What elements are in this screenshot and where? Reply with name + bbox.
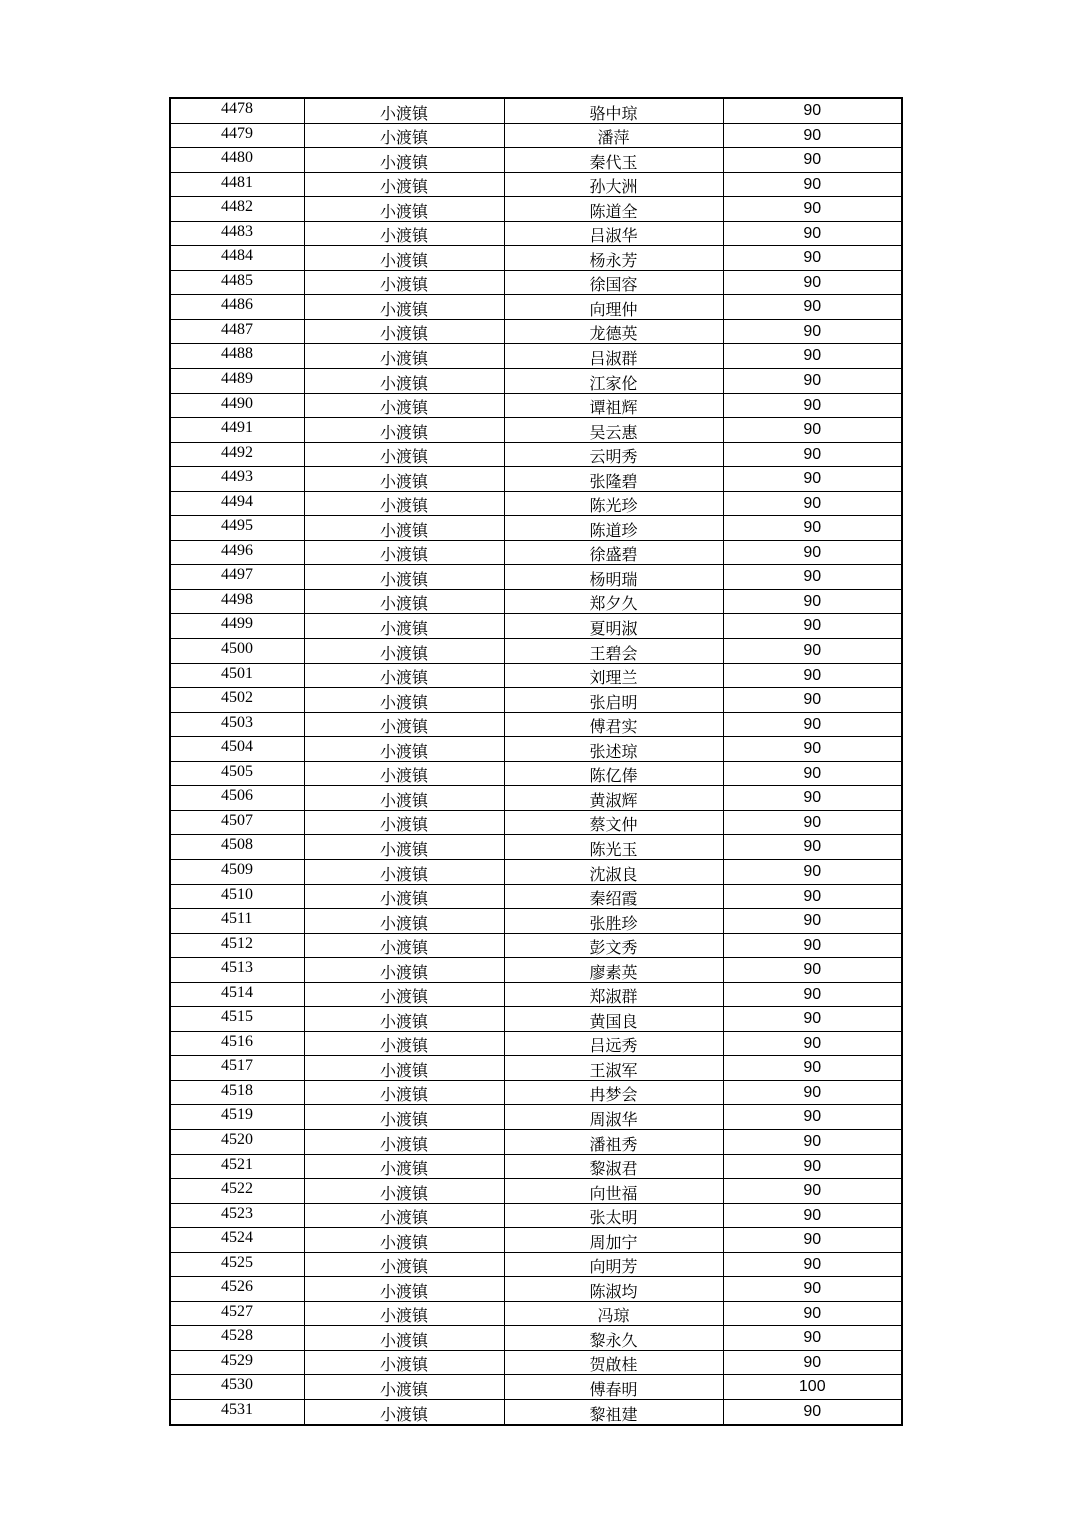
score-cell: 90 bbox=[723, 197, 902, 222]
name-cell: 冉梦会 bbox=[504, 1080, 723, 1105]
town-cell: 小渡镇 bbox=[304, 761, 504, 786]
town-cell: 小渡镇 bbox=[304, 295, 504, 320]
name-cell: 杨永芳 bbox=[504, 246, 723, 271]
table-row bbox=[170, 295, 902, 320]
score-cell: 90 bbox=[723, 1105, 902, 1130]
table-row bbox=[170, 1179, 902, 1204]
table-row bbox=[170, 1326, 902, 1351]
town-cell: 小渡镇 bbox=[304, 221, 504, 246]
score-cell: 90 bbox=[723, 98, 902, 123]
table-row bbox=[170, 540, 902, 565]
town-cell: 小渡镇 bbox=[304, 1080, 504, 1105]
score-cell: 90 bbox=[723, 1301, 902, 1326]
row-number-cell: 4493 bbox=[170, 467, 304, 492]
score-cell: 90 bbox=[723, 393, 902, 418]
town-cell: 小渡镇 bbox=[304, 786, 504, 811]
score-cell: 90 bbox=[723, 319, 902, 344]
name-cell: 陈淑均 bbox=[504, 1277, 723, 1302]
table-row bbox=[170, 639, 902, 664]
table-row bbox=[170, 516, 902, 541]
table-row bbox=[170, 835, 902, 860]
town-cell: 小渡镇 bbox=[304, 344, 504, 369]
row-number-cell: 4481 bbox=[170, 172, 304, 197]
town-cell: 小渡镇 bbox=[304, 319, 504, 344]
score-cell: 90 bbox=[723, 933, 902, 958]
score-cell: 90 bbox=[723, 761, 902, 786]
row-number-cell: 4528 bbox=[170, 1326, 304, 1351]
table-row bbox=[170, 663, 902, 688]
row-number-cell: 4505 bbox=[170, 761, 304, 786]
table-row bbox=[170, 491, 902, 516]
score-cell: 90 bbox=[723, 639, 902, 664]
score-cell: 90 bbox=[723, 369, 902, 394]
row-number-cell: 4501 bbox=[170, 663, 304, 688]
table-row bbox=[170, 148, 902, 173]
table-row bbox=[170, 344, 902, 369]
table-row bbox=[170, 393, 902, 418]
row-number-cell: 4510 bbox=[170, 884, 304, 909]
row-number-cell: 4502 bbox=[170, 688, 304, 713]
row-number-cell: 4482 bbox=[170, 197, 304, 222]
town-cell: 小渡镇 bbox=[304, 98, 504, 123]
score-cell: 90 bbox=[723, 467, 902, 492]
town-cell: 小渡镇 bbox=[304, 148, 504, 173]
score-cell: 90 bbox=[723, 958, 902, 983]
name-cell: 杨明瑞 bbox=[504, 565, 723, 590]
score-cell: 90 bbox=[723, 982, 902, 1007]
row-number-cell: 4484 bbox=[170, 246, 304, 271]
town-cell: 小渡镇 bbox=[304, 1277, 504, 1302]
row-number-cell: 4495 bbox=[170, 516, 304, 541]
name-cell: 吕淑群 bbox=[504, 344, 723, 369]
name-cell: 江家伦 bbox=[504, 369, 723, 394]
row-number-cell: 4513 bbox=[170, 958, 304, 983]
town-cell: 小渡镇 bbox=[304, 1129, 504, 1154]
score-cell: 90 bbox=[723, 123, 902, 148]
town-cell: 小渡镇 bbox=[304, 565, 504, 590]
score-cell: 90 bbox=[723, 1007, 902, 1032]
table-row bbox=[170, 688, 902, 713]
score-cell: 90 bbox=[723, 491, 902, 516]
table-row bbox=[170, 1154, 902, 1179]
table-row bbox=[170, 1105, 902, 1130]
name-cell: 夏明淑 bbox=[504, 614, 723, 639]
row-number-cell: 4500 bbox=[170, 639, 304, 664]
row-number-cell: 4479 bbox=[170, 123, 304, 148]
name-cell: 潘萍 bbox=[504, 123, 723, 148]
table-row bbox=[170, 761, 902, 786]
row-number-cell: 4506 bbox=[170, 786, 304, 811]
name-cell: 黄淑辉 bbox=[504, 786, 723, 811]
row-number-cell: 4503 bbox=[170, 712, 304, 737]
row-number-cell: 4511 bbox=[170, 909, 304, 934]
data-table bbox=[169, 97, 903, 1426]
row-number-cell: 4499 bbox=[170, 614, 304, 639]
name-cell: 向世福 bbox=[504, 1179, 723, 1204]
name-cell: 徐盛碧 bbox=[504, 540, 723, 565]
score-cell: 90 bbox=[723, 516, 902, 541]
score-cell: 90 bbox=[723, 1350, 902, 1375]
score-cell: 90 bbox=[723, 712, 902, 737]
name-cell: 龙德英 bbox=[504, 319, 723, 344]
town-cell: 小渡镇 bbox=[304, 1056, 504, 1081]
name-cell: 陈亿俸 bbox=[504, 761, 723, 786]
row-number-cell: 4496 bbox=[170, 540, 304, 565]
score-cell: 90 bbox=[723, 589, 902, 614]
score-cell: 90 bbox=[723, 688, 902, 713]
row-number-cell: 4494 bbox=[170, 491, 304, 516]
name-cell: 潘祖秀 bbox=[504, 1129, 723, 1154]
row-number-cell: 4526 bbox=[170, 1277, 304, 1302]
town-cell: 小渡镇 bbox=[304, 933, 504, 958]
score-cell: 90 bbox=[723, 614, 902, 639]
row-number-cell: 4478 bbox=[170, 98, 304, 123]
town-cell: 小渡镇 bbox=[304, 614, 504, 639]
town-cell: 小渡镇 bbox=[304, 859, 504, 884]
town-cell: 小渡镇 bbox=[304, 540, 504, 565]
name-cell: 张胜珍 bbox=[504, 909, 723, 934]
town-cell: 小渡镇 bbox=[304, 663, 504, 688]
row-number-cell: 4486 bbox=[170, 295, 304, 320]
score-cell: 90 bbox=[723, 1129, 902, 1154]
town-cell: 小渡镇 bbox=[304, 884, 504, 909]
table-row bbox=[170, 1399, 902, 1424]
table-row bbox=[170, 123, 902, 148]
table-row bbox=[170, 1080, 902, 1105]
town-cell: 小渡镇 bbox=[304, 688, 504, 713]
row-number-cell: 4507 bbox=[170, 810, 304, 835]
name-cell: 骆中琼 bbox=[504, 98, 723, 123]
town-cell: 小渡镇 bbox=[304, 1031, 504, 1056]
table-row bbox=[170, 270, 902, 295]
town-cell: 小渡镇 bbox=[304, 909, 504, 934]
town-cell: 小渡镇 bbox=[304, 467, 504, 492]
name-cell: 张隆碧 bbox=[504, 467, 723, 492]
town-cell: 小渡镇 bbox=[304, 1154, 504, 1179]
table-row bbox=[170, 614, 902, 639]
row-number-cell: 4527 bbox=[170, 1301, 304, 1326]
town-cell: 小渡镇 bbox=[304, 516, 504, 541]
score-cell: 90 bbox=[723, 418, 902, 443]
table-row bbox=[170, 909, 902, 934]
row-number-cell: 4490 bbox=[170, 393, 304, 418]
row-number-cell: 4491 bbox=[170, 418, 304, 443]
town-cell: 小渡镇 bbox=[304, 1179, 504, 1204]
row-number-cell: 4520 bbox=[170, 1129, 304, 1154]
row-number-cell: 4483 bbox=[170, 221, 304, 246]
table-row bbox=[170, 1375, 902, 1400]
town-cell: 小渡镇 bbox=[304, 982, 504, 1007]
table-row bbox=[170, 1007, 902, 1032]
table-body bbox=[170, 98, 902, 1425]
table-row bbox=[170, 1350, 902, 1375]
town-cell: 小渡镇 bbox=[304, 958, 504, 983]
row-number-cell: 4508 bbox=[170, 835, 304, 860]
score-cell: 90 bbox=[723, 295, 902, 320]
score-cell: 90 bbox=[723, 540, 902, 565]
table-row bbox=[170, 418, 902, 443]
score-cell: 90 bbox=[723, 1326, 902, 1351]
name-cell: 张太明 bbox=[504, 1203, 723, 1228]
table-row bbox=[170, 246, 902, 271]
name-cell: 廖素英 bbox=[504, 958, 723, 983]
name-cell: 谭祖辉 bbox=[504, 393, 723, 418]
town-cell: 小渡镇 bbox=[304, 1252, 504, 1277]
row-number-cell: 4492 bbox=[170, 442, 304, 467]
table-row bbox=[170, 982, 902, 1007]
row-number-cell: 4512 bbox=[170, 933, 304, 958]
name-cell: 王碧会 bbox=[504, 639, 723, 664]
table-row bbox=[170, 884, 902, 909]
table-row bbox=[170, 1129, 902, 1154]
town-cell: 小渡镇 bbox=[304, 1375, 504, 1400]
name-cell: 张启明 bbox=[504, 688, 723, 713]
town-cell: 小渡镇 bbox=[304, 1007, 504, 1032]
row-number-cell: 4498 bbox=[170, 589, 304, 614]
town-cell: 小渡镇 bbox=[304, 369, 504, 394]
table-row bbox=[170, 1252, 902, 1277]
name-cell: 陈光珍 bbox=[504, 491, 723, 516]
town-cell: 小渡镇 bbox=[304, 1399, 504, 1424]
score-cell: 90 bbox=[723, 810, 902, 835]
table-row bbox=[170, 737, 902, 762]
name-cell: 蔡文仲 bbox=[504, 810, 723, 835]
row-number-cell: 4524 bbox=[170, 1228, 304, 1253]
row-number-cell: 4529 bbox=[170, 1350, 304, 1375]
score-cell: 90 bbox=[723, 1252, 902, 1277]
name-cell: 陈道全 bbox=[504, 197, 723, 222]
table-row bbox=[170, 319, 902, 344]
town-cell: 小渡镇 bbox=[304, 810, 504, 835]
score-cell: 90 bbox=[723, 246, 902, 271]
town-cell: 小渡镇 bbox=[304, 1105, 504, 1130]
table-row bbox=[170, 221, 902, 246]
name-cell: 吕远秀 bbox=[504, 1031, 723, 1056]
name-cell: 王淑军 bbox=[504, 1056, 723, 1081]
score-cell: 90 bbox=[723, 344, 902, 369]
row-number-cell: 4516 bbox=[170, 1031, 304, 1056]
row-number-cell: 4523 bbox=[170, 1203, 304, 1228]
score-cell: 90 bbox=[723, 1228, 902, 1253]
name-cell: 彭文秀 bbox=[504, 933, 723, 958]
row-number-cell: 4517 bbox=[170, 1056, 304, 1081]
table-row bbox=[170, 810, 902, 835]
name-cell: 周加宁 bbox=[504, 1228, 723, 1253]
name-cell: 郑夕久 bbox=[504, 589, 723, 614]
row-number-cell: 4531 bbox=[170, 1399, 304, 1424]
table-row bbox=[170, 958, 902, 983]
name-cell: 冯琼 bbox=[504, 1301, 723, 1326]
table-row bbox=[170, 565, 902, 590]
name-cell: 秦绍霞 bbox=[504, 884, 723, 909]
name-cell: 向明芳 bbox=[504, 1252, 723, 1277]
name-cell: 刘理兰 bbox=[504, 663, 723, 688]
row-number-cell: 4480 bbox=[170, 148, 304, 173]
score-cell: 90 bbox=[723, 172, 902, 197]
table-row bbox=[170, 467, 902, 492]
table-row bbox=[170, 712, 902, 737]
score-cell: 90 bbox=[723, 1031, 902, 1056]
score-cell: 90 bbox=[723, 884, 902, 909]
name-cell: 陈道珍 bbox=[504, 516, 723, 541]
table-row bbox=[170, 1228, 902, 1253]
score-cell: 100 bbox=[723, 1375, 902, 1400]
table-row bbox=[170, 933, 902, 958]
row-number-cell: 4485 bbox=[170, 270, 304, 295]
table-row bbox=[170, 172, 902, 197]
town-cell: 小渡镇 bbox=[304, 393, 504, 418]
table-row bbox=[170, 98, 902, 123]
name-cell: 吕淑华 bbox=[504, 221, 723, 246]
name-cell: 孙大洲 bbox=[504, 172, 723, 197]
name-cell: 周淑华 bbox=[504, 1105, 723, 1130]
town-cell: 小渡镇 bbox=[304, 589, 504, 614]
table-row bbox=[170, 786, 902, 811]
score-cell: 90 bbox=[723, 1203, 902, 1228]
town-cell: 小渡镇 bbox=[304, 172, 504, 197]
score-cell: 90 bbox=[723, 442, 902, 467]
name-cell: 郑淑群 bbox=[504, 982, 723, 1007]
score-cell: 90 bbox=[723, 1080, 902, 1105]
row-number-cell: 4504 bbox=[170, 737, 304, 762]
row-number-cell: 4530 bbox=[170, 1375, 304, 1400]
town-cell: 小渡镇 bbox=[304, 197, 504, 222]
table-row bbox=[170, 1031, 902, 1056]
row-number-cell: 4488 bbox=[170, 344, 304, 369]
name-cell: 张述琼 bbox=[504, 737, 723, 762]
name-cell: 徐国容 bbox=[504, 270, 723, 295]
score-cell: 90 bbox=[723, 148, 902, 173]
score-cell: 90 bbox=[723, 1154, 902, 1179]
table-row bbox=[170, 1056, 902, 1081]
name-cell: 黄国良 bbox=[504, 1007, 723, 1032]
score-cell: 90 bbox=[723, 786, 902, 811]
name-cell: 沈淑良 bbox=[504, 859, 723, 884]
table-row bbox=[170, 1203, 902, 1228]
name-cell: 向理仲 bbox=[504, 295, 723, 320]
name-cell: 傅君实 bbox=[504, 712, 723, 737]
town-cell: 小渡镇 bbox=[304, 835, 504, 860]
town-cell: 小渡镇 bbox=[304, 639, 504, 664]
name-cell: 黎淑君 bbox=[504, 1154, 723, 1179]
town-cell: 小渡镇 bbox=[304, 1228, 504, 1253]
town-cell: 小渡镇 bbox=[304, 1301, 504, 1326]
row-number-cell: 4487 bbox=[170, 319, 304, 344]
row-number-cell: 4515 bbox=[170, 1007, 304, 1032]
town-cell: 小渡镇 bbox=[304, 442, 504, 467]
table-row bbox=[170, 369, 902, 394]
name-cell: 秦代玉 bbox=[504, 148, 723, 173]
row-number-cell: 4525 bbox=[170, 1252, 304, 1277]
score-cell: 90 bbox=[723, 737, 902, 762]
table-row bbox=[170, 1277, 902, 1302]
town-cell: 小渡镇 bbox=[304, 246, 504, 271]
row-number-cell: 4518 bbox=[170, 1080, 304, 1105]
row-number-cell: 4521 bbox=[170, 1154, 304, 1179]
row-number-cell: 4489 bbox=[170, 369, 304, 394]
row-number-cell: 4509 bbox=[170, 859, 304, 884]
score-cell: 90 bbox=[723, 1399, 902, 1424]
score-cell: 90 bbox=[723, 909, 902, 934]
table-row bbox=[170, 1301, 902, 1326]
score-cell: 90 bbox=[723, 859, 902, 884]
row-number-cell: 4514 bbox=[170, 982, 304, 1007]
table-row bbox=[170, 442, 902, 467]
score-cell: 90 bbox=[723, 835, 902, 860]
name-cell: 黎永久 bbox=[504, 1326, 723, 1351]
name-cell: 陈光玉 bbox=[504, 835, 723, 860]
town-cell: 小渡镇 bbox=[304, 1203, 504, 1228]
town-cell: 小渡镇 bbox=[304, 491, 504, 516]
table-row bbox=[170, 589, 902, 614]
name-cell: 云明秀 bbox=[504, 442, 723, 467]
name-cell: 傅春明 bbox=[504, 1375, 723, 1400]
row-number-cell: 4519 bbox=[170, 1105, 304, 1130]
town-cell: 小渡镇 bbox=[304, 1326, 504, 1351]
score-cell: 90 bbox=[723, 1056, 902, 1081]
name-cell: 黎祖建 bbox=[504, 1399, 723, 1424]
name-cell: 吴云惠 bbox=[504, 418, 723, 443]
score-cell: 90 bbox=[723, 1277, 902, 1302]
town-cell: 小渡镇 bbox=[304, 270, 504, 295]
town-cell: 小渡镇 bbox=[304, 737, 504, 762]
town-cell: 小渡镇 bbox=[304, 1350, 504, 1375]
table-row bbox=[170, 859, 902, 884]
table-row bbox=[170, 197, 902, 222]
score-cell: 90 bbox=[723, 221, 902, 246]
name-cell: 贺啟桂 bbox=[504, 1350, 723, 1375]
score-cell: 90 bbox=[723, 1179, 902, 1204]
row-number-cell: 4497 bbox=[170, 565, 304, 590]
row-number-cell: 4522 bbox=[170, 1179, 304, 1204]
town-cell: 小渡镇 bbox=[304, 418, 504, 443]
town-cell: 小渡镇 bbox=[304, 123, 504, 148]
score-cell: 90 bbox=[723, 270, 902, 295]
town-cell: 小渡镇 bbox=[304, 712, 504, 737]
score-cell: 90 bbox=[723, 565, 902, 590]
score-cell: 90 bbox=[723, 663, 902, 688]
